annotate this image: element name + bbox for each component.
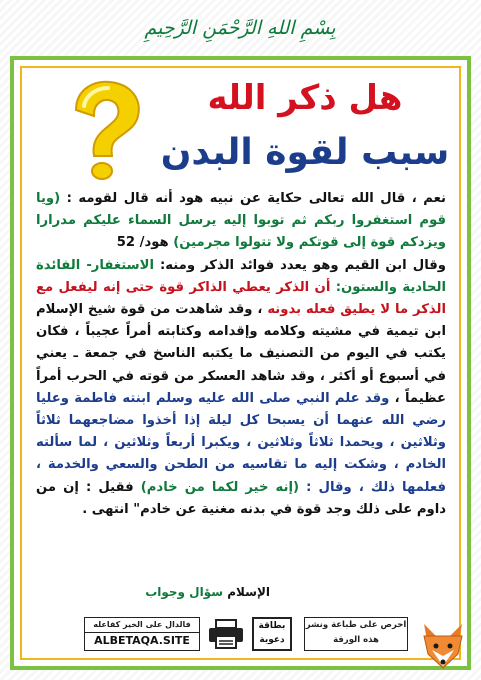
ibn-qayyim-intro: وقال ابن القيم وهو يعدد فوائد الذكر ومنه: xyxy=(153,257,446,273)
benefit-details: ، وقد شاهدت من قوة شيخ الإسلام ابن تيمية في مشيته وكلامه وإقدامه وكتابته أمراً عجيباً ، فكان يكتب في اليوم من التصنيف ما يكتبه الناسخ في جمعة ـ يعني في أسبوع أو أكثر ، وقد شاهد العسكر من قوته في الحرب أمراً عظيماً ، xyxy=(36,302,446,406)
quran-verse: (ويا قوم استغفروا ربكم ثم توبوا إليه يرسل السماء عليكم مدرارا ويزدكم قوة إلى قوتكم ولا تتولوا مجرمين) xyxy=(36,191,446,251)
paragraph-2 xyxy=(36,255,446,521)
hadith-quote: (إنه خير لكما من خادم) xyxy=(140,479,300,495)
site-url[interactable]: ALBETAQA.SITE xyxy=(85,632,199,649)
title-line-1: هل ذكر الله xyxy=(207,78,403,118)
article-body xyxy=(36,188,446,521)
hadith-text: وقد علم النبي صلى الله عليه وسلم ابنته فاطمة وعليا رضي الله عنهما أن يسبحا كل ليلة إذا أخذوا مضاجعهما ثلاثاً وثلاثين ، ويحمدا ثلاثاً وثلاثين ، ويكبرا أربعاً وثلاثين ، لما سألته الخادم ، وشكت إليه ما تقاسيه من الطحن والسعي والخدمة ، فعلمها ذلك ، وقال : xyxy=(36,390,446,495)
benefit-highlight: أن الذكر يعطي الذاكر قوة حتى إنه ليفعل مع الذكر ما لا يطيق فعله بدونه xyxy=(36,279,446,318)
intro-text: نعم ، قال الله تعالى حكاية عن نبيه هود أنه قال لقومه : xyxy=(60,191,446,206)
source-signature xyxy=(120,585,270,605)
site-box[interactable] xyxy=(84,617,200,651)
closing-text: فقيل : إن من داوم على ذلك وجد قوة في بدنه مغنية عن خادم" انتهى . xyxy=(36,479,446,517)
site-caption: فالدال على الخير كفاعله xyxy=(93,620,191,629)
brand-logo: بطاقة دعوية xyxy=(252,617,292,651)
verse-reference: هود/ 52 xyxy=(116,235,174,251)
benefit-heading: الاستغفار- الفائدة الحادية والستون: xyxy=(36,257,446,295)
print-notice: احرص على طباعة ونشر هذه الورقة xyxy=(304,617,408,651)
title-line-2: سبب لقوة البدن xyxy=(160,132,450,173)
signature-name: سؤال وجواب xyxy=(145,585,224,599)
paragraph-1 xyxy=(36,188,446,255)
fox-mascot-icon xyxy=(418,620,468,672)
signature-prefix: الإسلام xyxy=(227,585,270,599)
printer-icon xyxy=(206,618,246,650)
question-mark-icon xyxy=(58,78,148,183)
basmala-calligraphy: بِسْمِ اللهِ الرَّحْمَنِ الرَّحِيمِ xyxy=(144,17,336,39)
footer xyxy=(72,615,412,655)
